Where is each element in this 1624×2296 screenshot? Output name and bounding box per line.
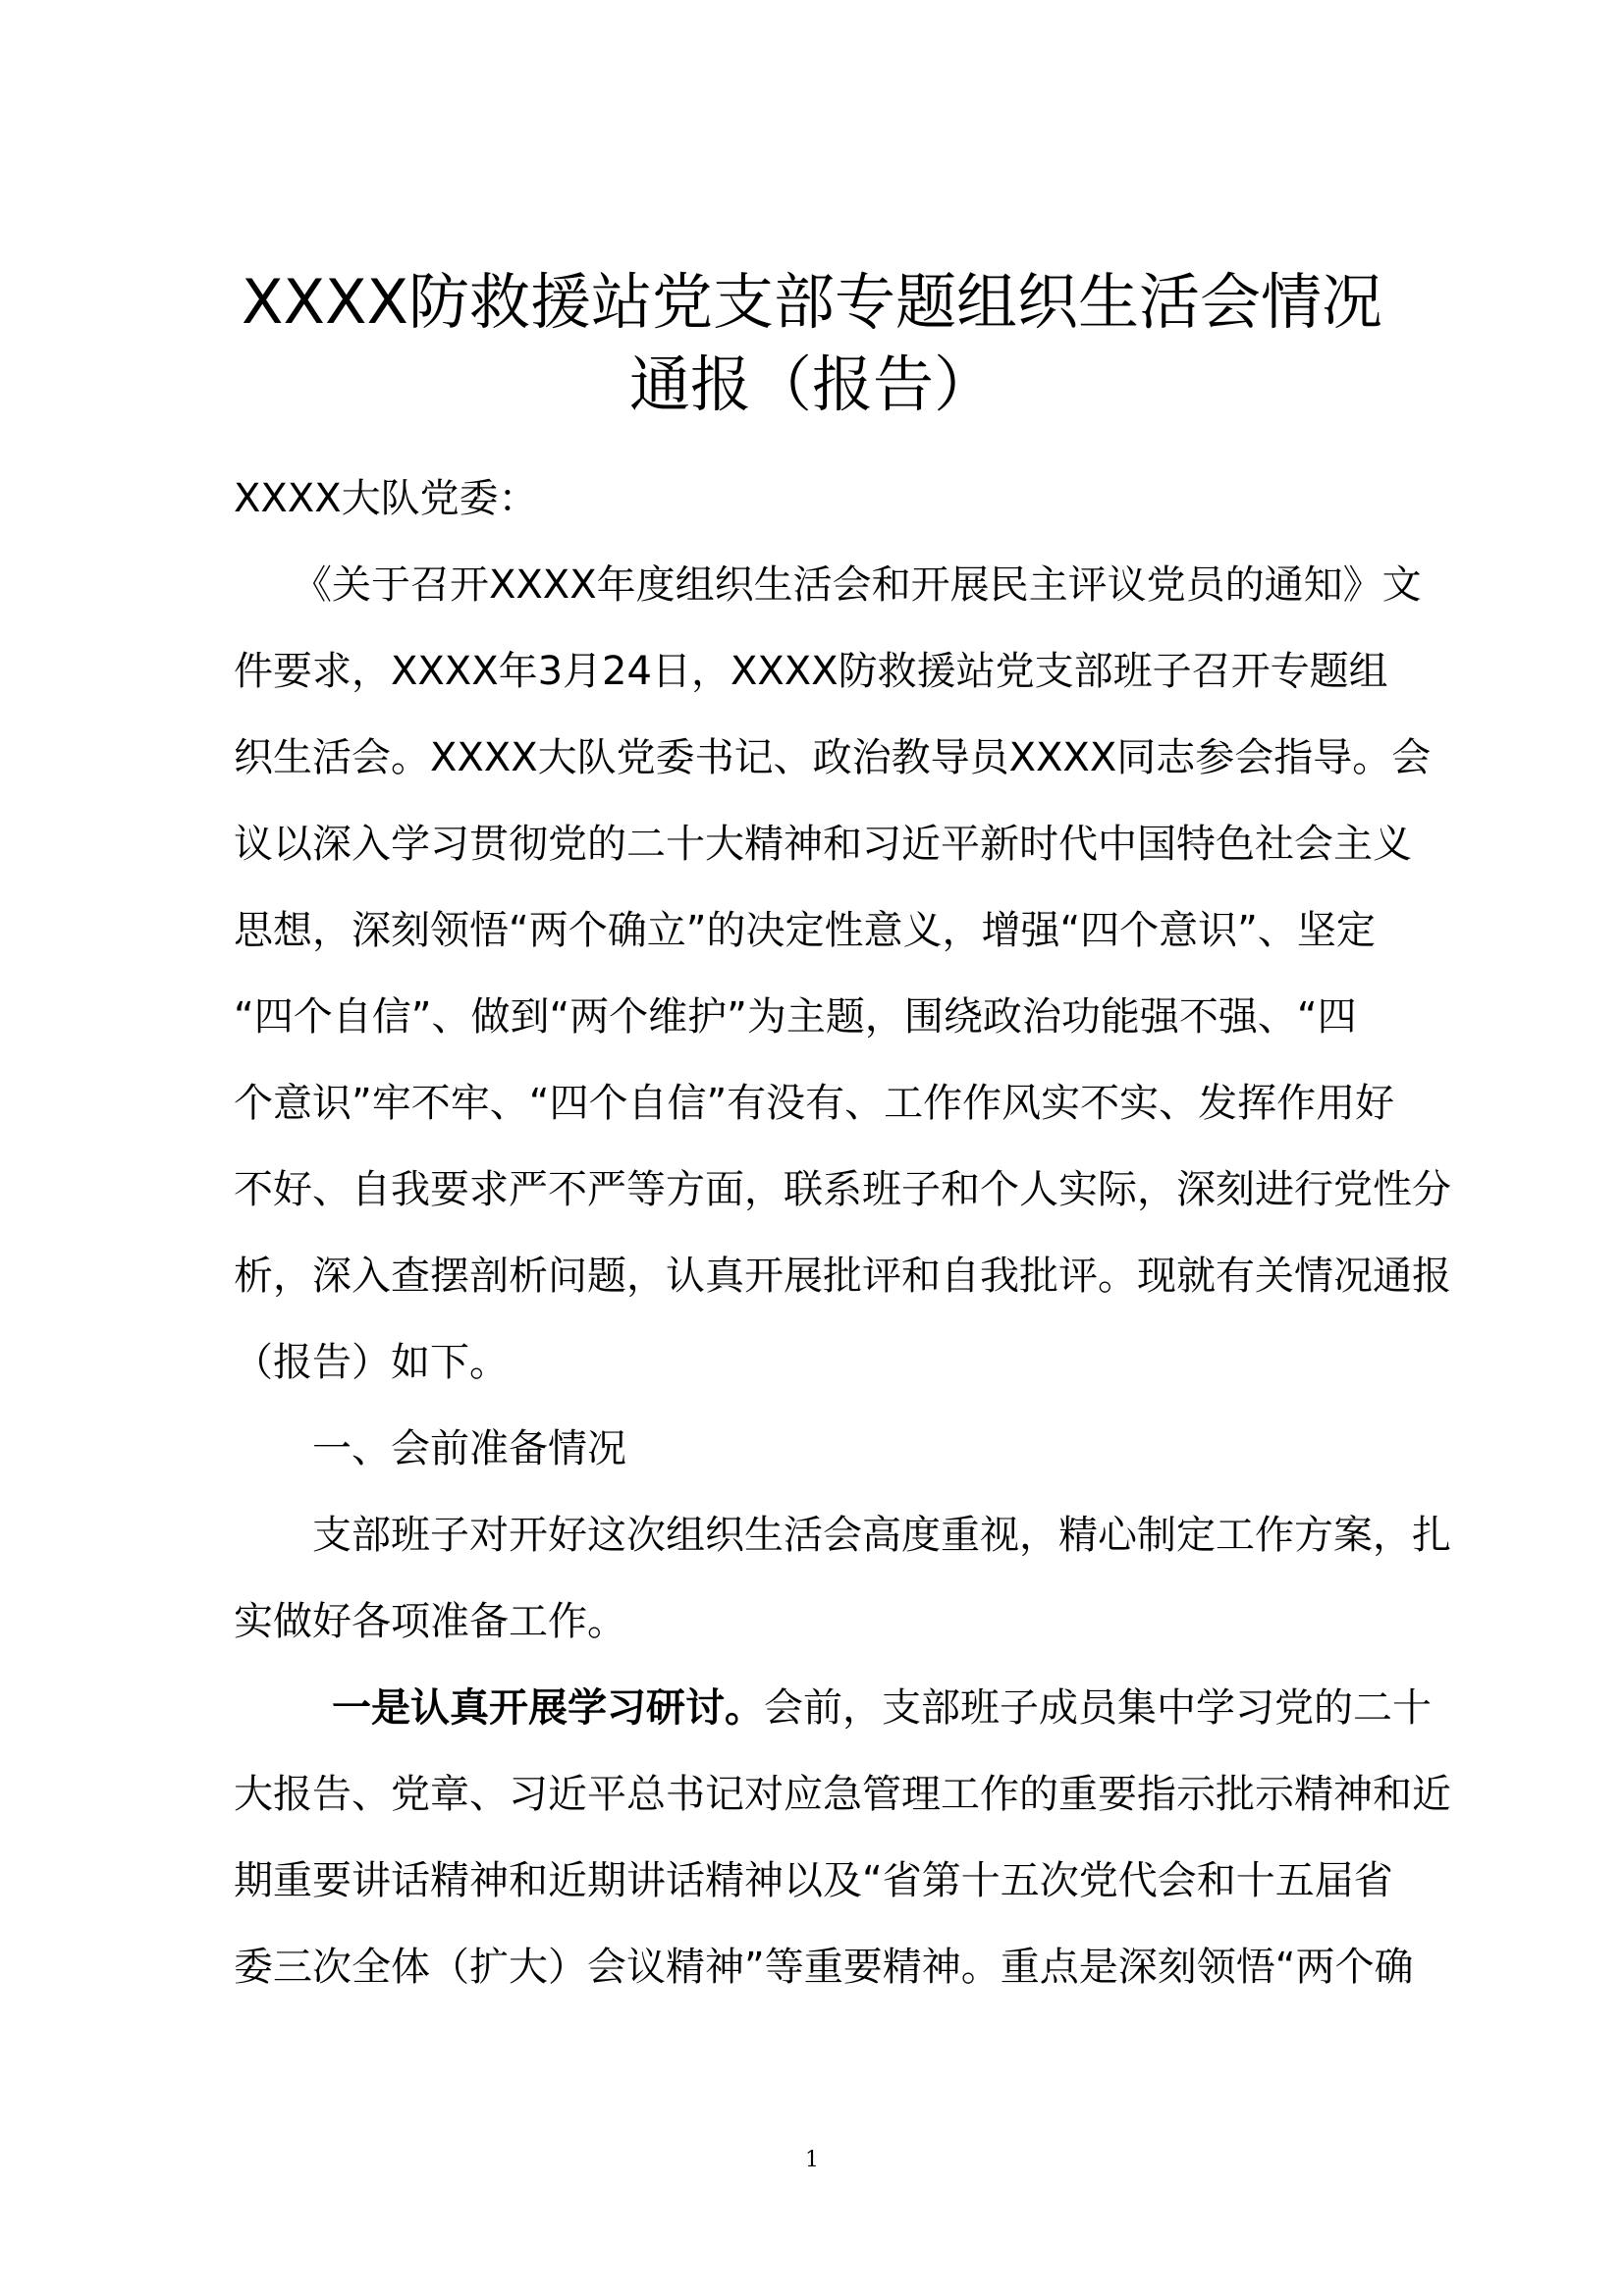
body-line: 个意识”牢不牢、“四个自信”有没有、工作作风实不实、发挥作用好 <box>234 1081 1395 1126</box>
item-1-text: 会前，支部班子成员集中学习党的二十 <box>764 1685 1432 1731</box>
body-line: 思想，深刻领悟“两个确立”的决定性意义，增强“四个意识”、坚定 <box>234 908 1376 953</box>
body-line: 析，深入查摆剖析问题，认真开展批评和自我批评。现就有关情况通报 <box>234 1254 1451 1299</box>
body-line: （报告）如下。 <box>234 1340 509 1385</box>
item-1-first-line <box>0 1679 1624 1737</box>
section-heading: 一、会前准备情况 <box>312 1426 626 1471</box>
salutation: XXXX大队党委： <box>234 476 538 521</box>
body-line: 《关于召开XXXX年度组织生活会和开展民主评议党员的通知》文 <box>293 562 1422 608</box>
body-line: 期重要讲话精神和近期讲话精神以及“省第十五次党代会和十五届省 <box>234 1858 1393 1903</box>
body-line: 不好、自我要求严不严等方面，联系班子和个人实际，深刻进行党性分 <box>234 1167 1451 1212</box>
body-line: 支部班子对开好这次组织生活会高度重视，精心制定工作方案，扎 <box>312 1513 1451 1558</box>
body-line: 委三次全体（扩大）会议精神”等重要精神。重点是深刻领悟“两个确 <box>234 1945 1414 1990</box>
document-title-line-1: XXXX防救援站党支部专题组织生活会情况 <box>242 266 1382 338</box>
body-line: 件要求，XXXX年3月24日，XXXX防救援站党支部班子召开专题组 <box>234 649 1388 694</box>
document-title-line-2: 通报（报告） <box>628 348 995 420</box>
body-line: “四个自信”、做到“两个维护”为主题，围绕政治功能强不强、“四 <box>234 994 1357 1040</box>
body-line: 大报告、党章、习近平总书记对应急管理工作的重要指示批示精神和近 <box>234 1772 1451 1817</box>
item-1-heading: 一是认真开展学习研讨。 <box>332 1685 764 1731</box>
body-line: 实做好各项准备工作。 <box>234 1599 626 1644</box>
page-number: 1 <box>805 2148 819 2172</box>
body-line: 织生活会。XXXX大队党委书记、政治教导员XXXX同志参会指导。会 <box>234 735 1432 780</box>
body-line: 议以深入学习贯彻党的二十大精神和习近平新时代中国特色社会主义 <box>234 822 1412 867</box>
